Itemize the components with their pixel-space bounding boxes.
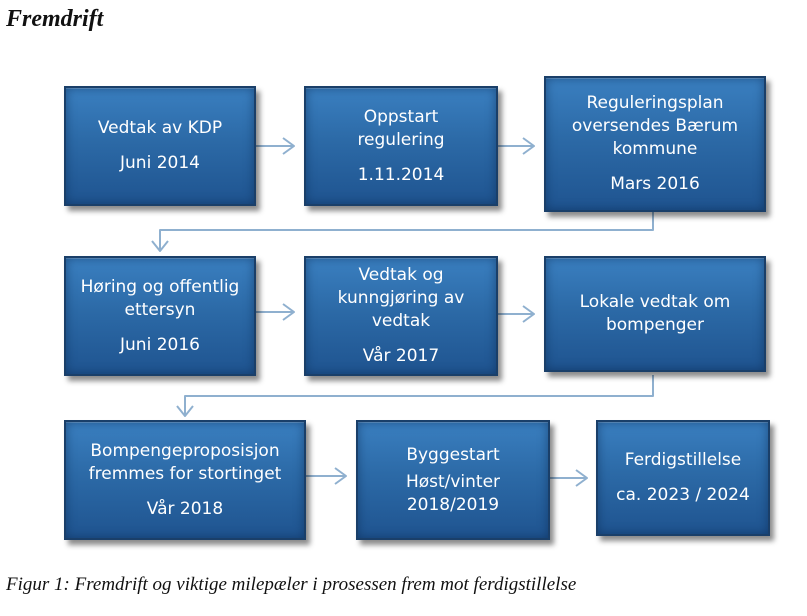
milestone-box-7: [64, 420, 306, 540]
milestone-label: Byggestart: [406, 444, 500, 465]
arrow-6-7: [177, 375, 653, 416]
page-title: Fremdrift: [6, 6, 104, 32]
arrow-5-6: [497, 306, 534, 322]
milestone-box-2: [304, 86, 498, 206]
milestone-box-9: [596, 420, 770, 536]
milestone-box-4: [64, 256, 256, 376]
milestone-date: 1.11.2014: [357, 164, 445, 185]
milestone-label: Vedtak av KDP: [97, 118, 223, 138]
milestone-label: Ferdigstillelse: [624, 450, 742, 470]
milestone-date: Mars 2016: [610, 174, 700, 194]
milestone-date: Vår 2018: [146, 498, 224, 519]
milestone-box-6: [544, 256, 766, 372]
milestone-label: Oppstart regulering: [357, 106, 445, 150]
arrow-1-2: [255, 138, 294, 154]
arrow-4-5: [255, 304, 294, 320]
figure-caption: Figur 1: Fremdrift og viktige milepæler i prosessen frem mot ferdigstillelse: [6, 574, 577, 595]
milestone-label: Høring og offentlig ettersyn: [80, 276, 240, 320]
milestone-date: Juni 2016: [120, 334, 200, 355]
milestone-box-1: [64, 86, 256, 206]
milestone-box-3: [544, 76, 766, 212]
milestone-date: ca. 2023 / 2024: [616, 485, 750, 505]
milestone-date: Vår 2017: [362, 346, 440, 366]
arrow-3-4: [152, 212, 653, 251]
milestone-label: Reguleringsplan oversendes Bærum kommune: [571, 93, 739, 159]
milestone-label: Bompengeproposisjon fremmes for stortinget: [88, 440, 282, 484]
milestone-label: Lokale vedtak om bompenger: [579, 292, 731, 335]
milestone-date: Høst/vinter 2018/2019: [405, 471, 501, 515]
arrow-8-9: [550, 470, 587, 486]
milestone-box-5: [304, 256, 498, 376]
milestone-label: Vedtak og kunngjøring av vedtak: [337, 265, 465, 331]
arrow-2-3: [497, 138, 534, 154]
arrow-7-8: [306, 468, 346, 484]
milestone-box-8: [356, 420, 550, 540]
milestone-date: Juni 2014: [120, 153, 200, 173]
